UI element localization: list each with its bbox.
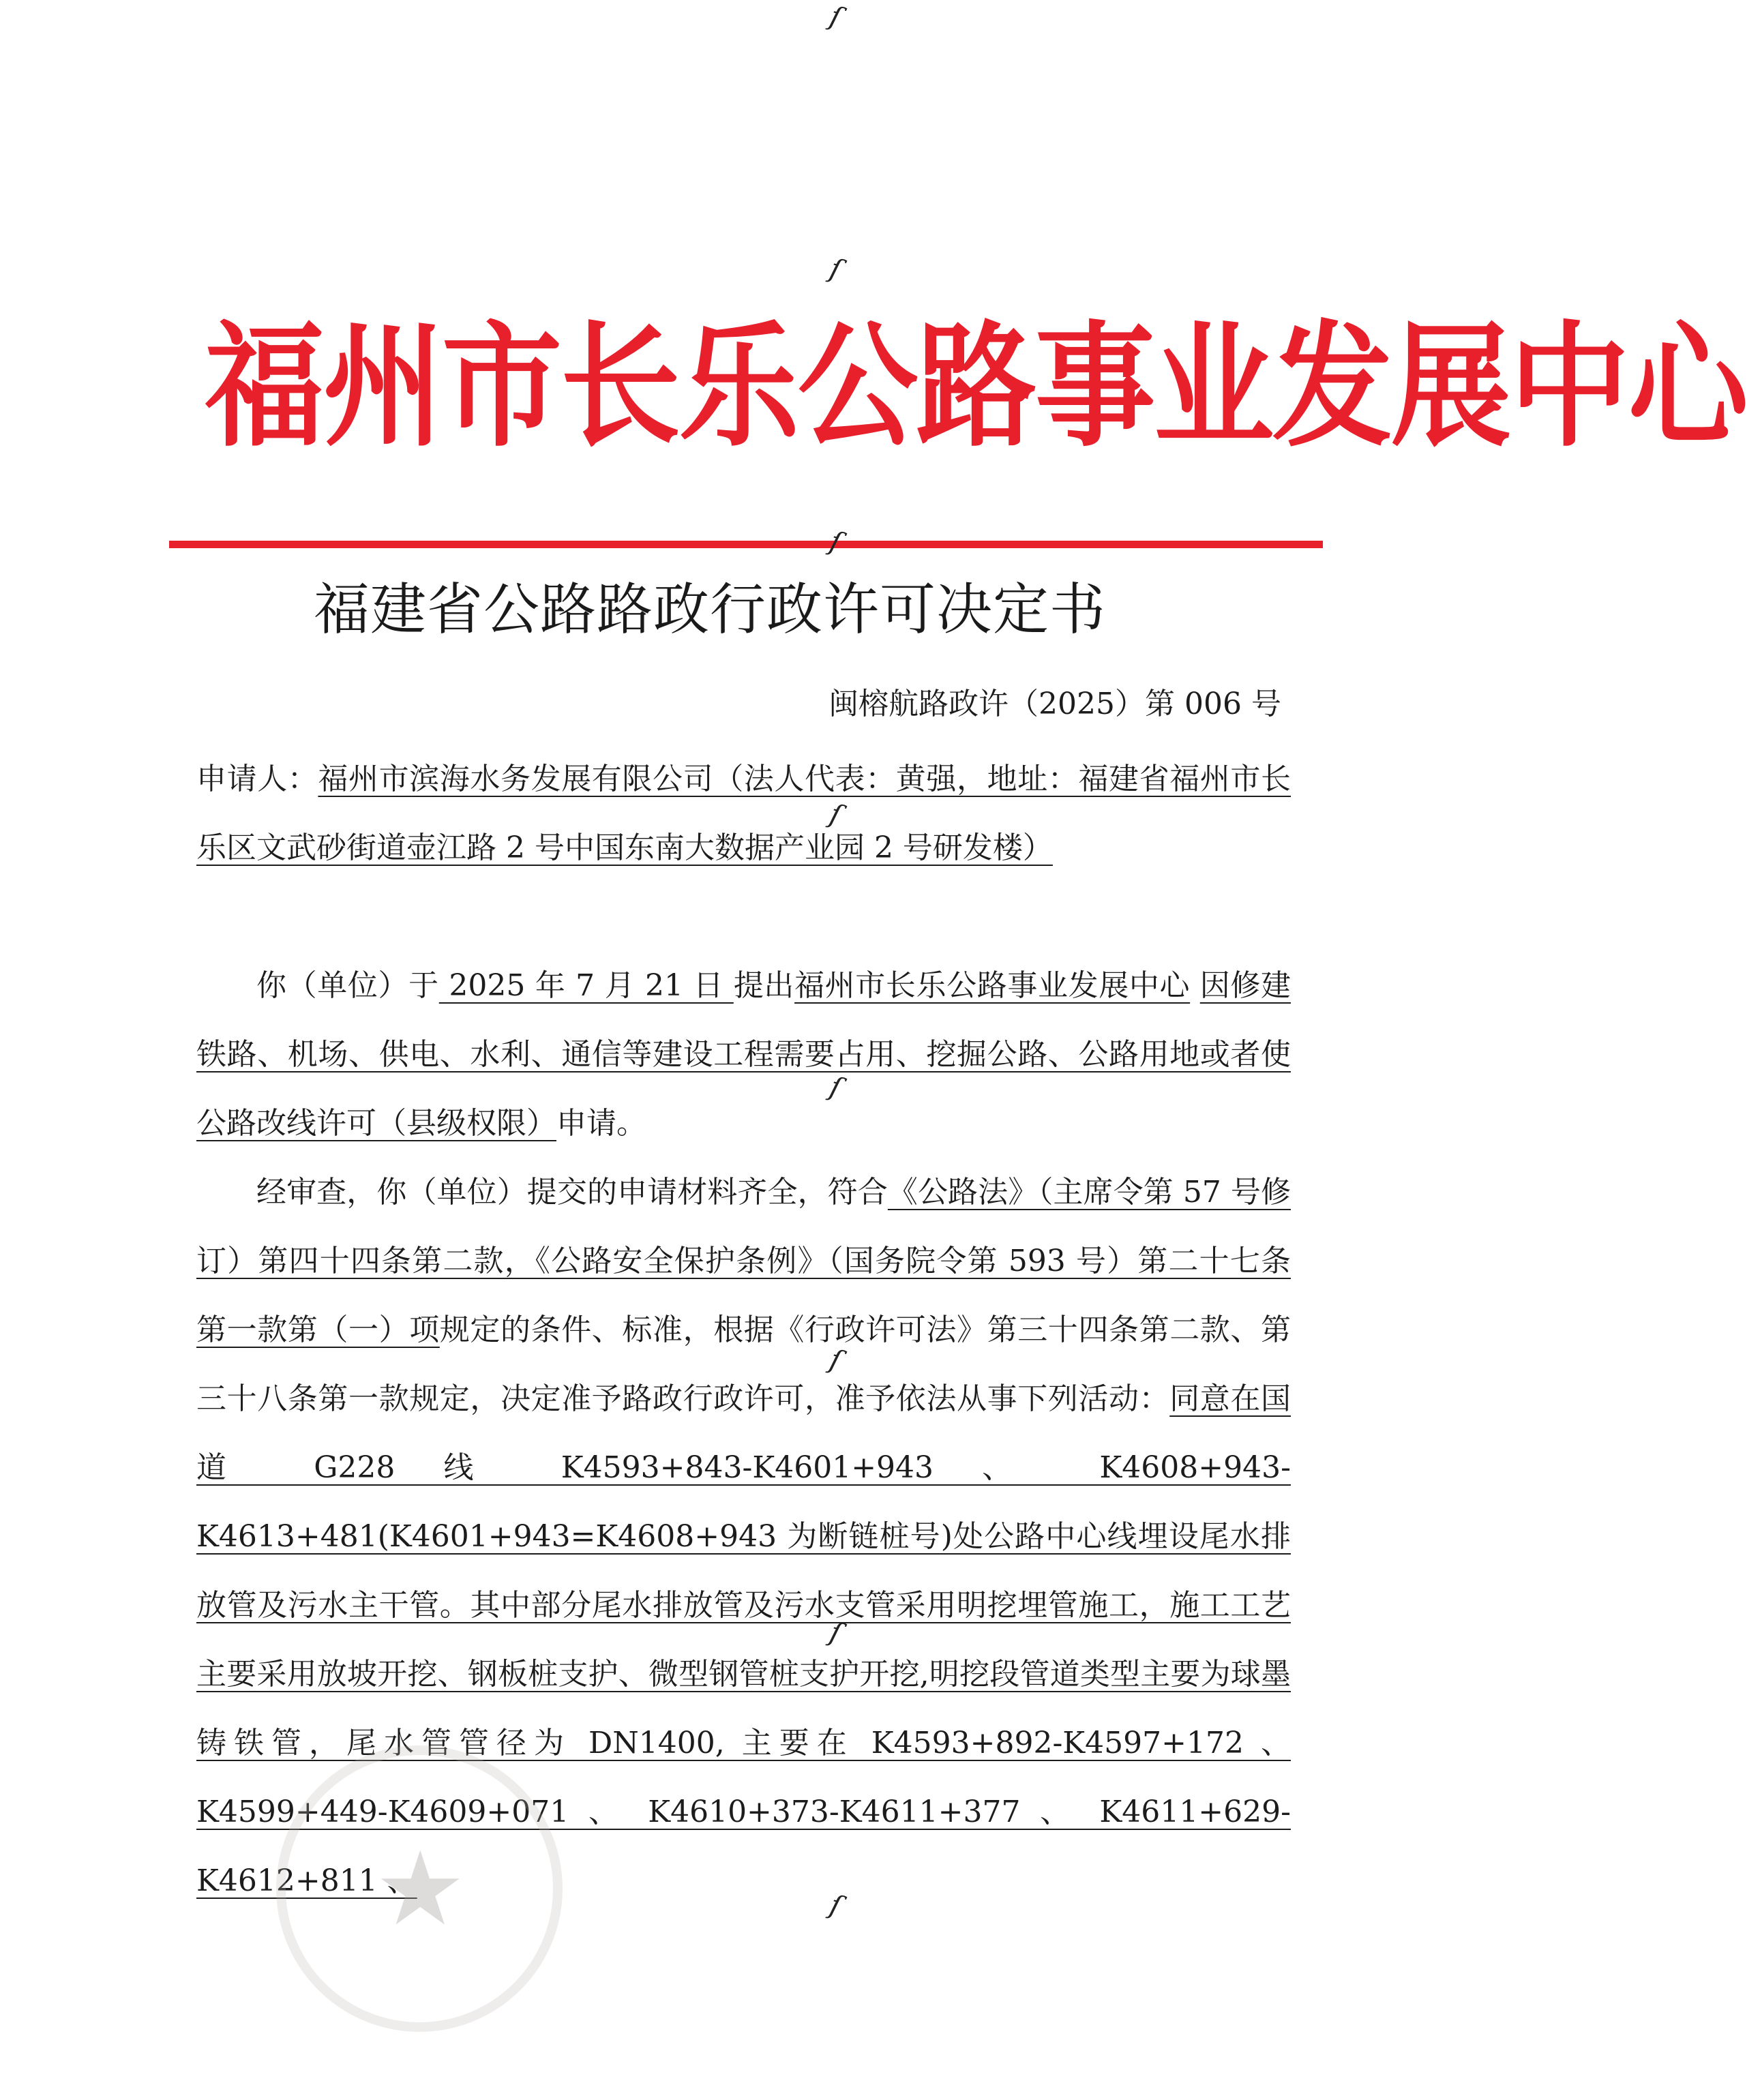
applicant-label: 申请人： <box>196 762 318 796</box>
seal-star-icon: ★ <box>374 1830 466 1949</box>
application-paragraph <box>196 951 1291 1158</box>
org-header-title: 福州市长乐公路事业发展中心 <box>205 307 1747 466</box>
p1-text-4: 申请。 <box>556 1106 646 1141</box>
p1-text-2: 提出 <box>733 968 795 1003</box>
scan-mark: ſ <box>826 1889 845 1923</box>
document-title: 福建省公路路政行政许可决定书 <box>314 578 1107 642</box>
scan-mark: ſ <box>826 525 845 559</box>
scan-mark: ſ <box>826 1343 845 1377</box>
scan-mark: ſ <box>826 798 845 832</box>
application-org: 福州市长乐公路事业发展中心 <box>794 968 1191 1003</box>
legal-basis: 《公路法》（主席令第 57 号修订）第四十四条第二款，《公路安全保护条例》（国务院令第 593 号）第二十七条第一款第（一）项 <box>196 1175 1291 1347</box>
application-item: 因修建铁路、机场、供电、水利、通信等建设工程需要占用、挖掘公路、公路用地或者使公路改线许可（县级权限） <box>196 968 1291 1141</box>
p1-text-3 <box>1190 968 1200 1003</box>
application-date: 2025 年 7 月 21 日 <box>438 968 734 1003</box>
scan-mark: ſ <box>826 0 845 34</box>
permitted-activity: 同意在国道 G228 线 K4593+843-K4601+943 、 K4608+943-K4613+481(K4601+943=K4608+943 为断链桩号)处公路中心线埋设尾水排放管及污水主干管。其中部分尾水排放管及污水支管采用明挖埋管施工，施工工艺主要采用放坡开挖、钢板桩支护、微型钢管桩支护开挖,明挖段管道类型主要为球墨铸铁管，尾水管管径为 DN1400, 主要在 K4593+892-K4597+172 、 K4599+449-K4609+071 、 K4610+373-K4611+377 、 K4611+629-K4612+811 、 <box>196 1381 1291 1898</box>
applicant-paragraph <box>196 745 1291 882</box>
p2-text-1: 经审查，你（单位）提交的申请材料齐全，符合 <box>256 1175 888 1210</box>
p1-text-1: 你（单位）于 <box>256 968 439 1003</box>
official-seal-stamp <box>276 1745 563 2032</box>
scan-mark: ſ <box>826 252 845 286</box>
p2-text-2: 规定的条件、标准，根据《行政许可法》第三十四条第二款、第三十八条第一款规定，决定准予路政行政许可，准予依法从事下列活动： <box>196 1312 1291 1416</box>
red-divider-line <box>169 541 1323 548</box>
applicant-value: 福州市滨海水务发展有限公司（法人代表：黄强，地址：福建省福州市长乐区文武砂街道壶江路 2 号中国东南大数据产业园 2 号研发楼） <box>196 762 1291 865</box>
document-number: 闽榕航路政许（2025）第 006 号 <box>828 687 1281 721</box>
scan-mark: ſ <box>826 1616 845 1650</box>
scan-mark: ſ <box>826 1070 845 1105</box>
